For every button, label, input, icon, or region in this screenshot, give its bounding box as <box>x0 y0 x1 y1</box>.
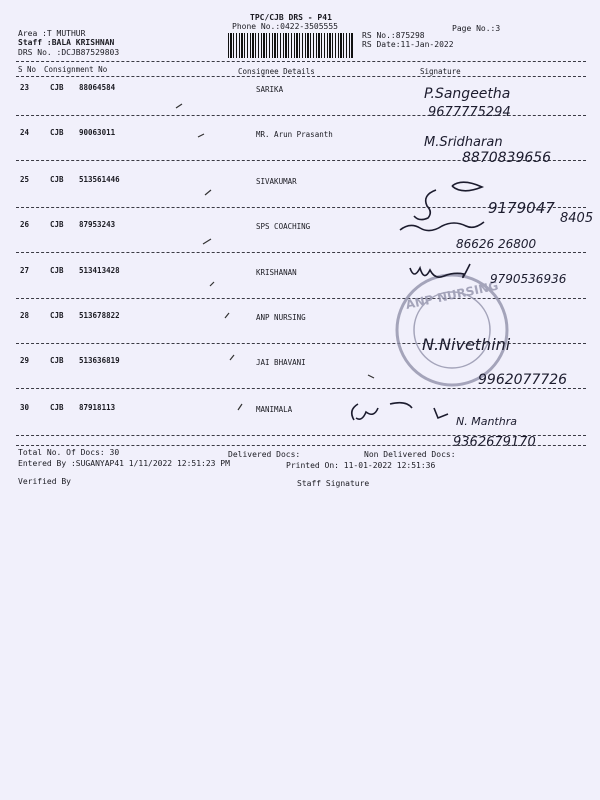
document-title: TPC/CJB DRS - P41 <box>250 13 332 22</box>
row-prefix: CJB <box>50 128 64 137</box>
row-consignee: MANIMALA <box>256 405 293 414</box>
handwritten-signatures <box>422 86 593 450</box>
verified-by: Verified By <box>18 477 71 486</box>
column-consignment: Consignment No <box>44 65 108 74</box>
delivered-docs: Delivered Docs: <box>228 450 301 459</box>
row-serial: 26 <box>20 220 30 229</box>
row-consignee: JAI BHAVANI <box>256 358 306 367</box>
column-consignee: Consignee Details <box>238 67 315 76</box>
row-serial: 23 <box>20 83 30 92</box>
row-consignee: ANP NURSING <box>256 313 306 322</box>
stamp-text: ANP NURSING <box>404 278 500 312</box>
page-number: Page No.:3 <box>452 24 501 33</box>
row-serial: 30 <box>20 403 30 412</box>
handwritten-name: M.Sridharan <box>424 135 503 150</box>
row-serial: 29 <box>20 356 30 365</box>
handwritten-phone: 8870839656 <box>462 150 552 166</box>
row-consignee: SIVAKUMAR <box>256 177 297 186</box>
handwritten-phone: 9677775294 <box>428 105 511 120</box>
row-consignment-no: 87918113 <box>79 403 116 412</box>
row-serial: 25 <box>20 175 30 184</box>
handwritten-name: P.Sangeetha <box>424 86 511 102</box>
row-prefix: CJB <box>50 266 64 275</box>
row-consignment-no: 513561446 <box>79 175 120 184</box>
handwritten-phone: 9962077726 <box>478 372 568 388</box>
row-prefix: CJB <box>50 403 64 412</box>
row-prefix: CJB <box>50 356 64 365</box>
total-docs: Total No. Of Docs: 30 <box>18 448 120 457</box>
handwritten-phone: 8405 <box>560 211 594 226</box>
non-delivered-docs: Non Delivered Docs: <box>364 450 456 459</box>
row-consignment-no: 88064584 <box>79 83 116 92</box>
row-prefix: CJB <box>50 220 64 229</box>
rs-number: RS No.:875298 <box>362 31 425 40</box>
handwritten-phone: 86626 26800 <box>456 237 537 251</box>
check-marks <box>176 104 374 410</box>
column-signature: Signature <box>420 67 461 76</box>
row-prefix: CJB <box>50 175 64 184</box>
nursing-stamp <box>397 275 507 385</box>
drs-number: DRS No. :DCJB87529803 <box>18 48 120 57</box>
row-consignee: KRISHANAN <box>256 268 297 277</box>
staff-label: Staff :BALA KRISHNAN <box>18 38 115 47</box>
row-serial: 28 <box>20 311 30 320</box>
row-consignee: SPS COACHING <box>256 222 311 231</box>
entered-by: Entered By :SUGANYAP41 1/11/2022 12:51:23 PM <box>18 459 230 468</box>
row-consignment-no: 513636819 <box>79 356 120 365</box>
row-consignment-no: 90063011 <box>79 128 116 137</box>
row-consignment-no: 513678822 <box>79 311 120 320</box>
handwritten-name: N. Manthra <box>456 415 517 428</box>
printed-on: Printed On: 11-01-2022 12:51:36 <box>286 461 436 470</box>
rs-date: RS Date:11-Jan-2022 <box>362 40 454 49</box>
area-label: Area :T MUTHUR <box>18 29 86 38</box>
footer-divider <box>16 445 586 446</box>
handwritten-phone: 9179047 <box>488 199 555 217</box>
row-serial: 24 <box>20 128 30 137</box>
column-sno: S No <box>18 65 37 74</box>
staff-signature: Staff Signature <box>297 479 370 488</box>
row-serial: 27 <box>20 266 30 275</box>
row-consignee: MR. Arun Prasanth <box>256 130 333 139</box>
handwritten-phone: 9362679170 <box>453 435 536 450</box>
row-consignment-no: 87953243 <box>79 220 116 229</box>
handwritten-phone: 9790536936 <box>490 272 567 286</box>
phone-number: Phone No.:0422-3505555 <box>232 22 338 31</box>
row-consignee: SARIKA <box>256 85 284 94</box>
row-prefix: CJB <box>50 83 64 92</box>
row-consignment-no: 513413428 <box>79 266 120 275</box>
row-prefix: CJB <box>50 311 64 320</box>
handwritten-name: N.Nivethini <box>422 335 511 354</box>
